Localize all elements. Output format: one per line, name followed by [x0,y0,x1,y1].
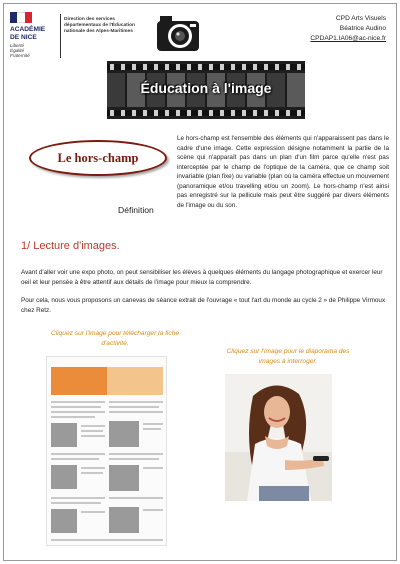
definition-label: Définition [118,205,154,215]
film-perforation-top [107,64,305,70]
contact-role: CPD Arts Visuels [335,15,386,22]
thumb-image [109,507,139,533]
term-title: Le hors-champ [57,150,139,165]
page [3,3,397,561]
thumb-image [51,465,77,489]
thumb-image [51,423,77,447]
thumb-image [109,465,139,491]
contact-email-link[interactable]: CPDAP1.IA06@ac-nice.fr [310,35,386,42]
academy-logo [10,12,60,62]
republic-motto: Liberté Égalité Fraternité [10,43,30,59]
title-banner [107,61,305,119]
film-perforation-bottom [107,110,305,116]
camera-icon [154,14,202,56]
academy-name: ACADÉMIE DE NICE [10,26,46,41]
section-paragraph-2: Pour cela, nous vous proposons un canevas de séance extrait de l'ouvrage « tout l'art du monde au cycle 2 » de Philippe Virmoux chez Retz. [21,297,386,314]
flag-icon [10,12,32,23]
thumb-header-block [51,367,107,395]
direction-name: Direction des services départementaux de l'Éducation nationale des Alpes-Maritimes [64,17,135,35]
term-oval [29,140,167,176]
activity-sheet-thumbnail[interactable] [46,356,167,546]
thumb-image [51,509,77,533]
thumb-header-block-light [107,367,163,395]
slideshow-thumbnail[interactable] [225,374,332,501]
contact-block [310,14,386,44]
definition-text: Le hors-champ est l'ensemble des éléments qui n'apparaissent pas dans le cadre d'une image. Cette expression désigne notamment la partie de la scène qui n'apparaît pas dans un plan d'un film parce qu'elle n'est pas interceptée par le champ de l'optique de la caméra, que ce champ soit invariable (plan fixe) ou variable (plan où la caméra effectue un mouvement (panoramique et/ou travelling et/ou un zoom). Le hors-champ n'est ainsi pas enregistré sur la pellicule mais peut être suggéré par divers éléments de l'image ou du son. [177,135,389,209]
section-paragraph-1: Avant d'aller voir une expo photo, on peut sensibiliser les élèves à quelques éléments du langage photographique et exercer leur oeil et leur pensée à être attentif aux détails de l'image pour mieux la comprendre. [21,269,383,286]
thumb-image [109,421,139,447]
banner-title: Éducation à l'image [140,80,272,96]
logo-divider [60,14,61,58]
slideshow-caption: Cliquez sur l'image pour le diaporama des images à interroger. [226,348,350,365]
section-title: 1/ Lecture d'images. [21,240,120,252]
contact-name: Béatrice Audino [339,25,386,32]
activity-sheet-caption: Cliquez sur l'image pour télécharger la fiche d'activité. [50,330,180,347]
